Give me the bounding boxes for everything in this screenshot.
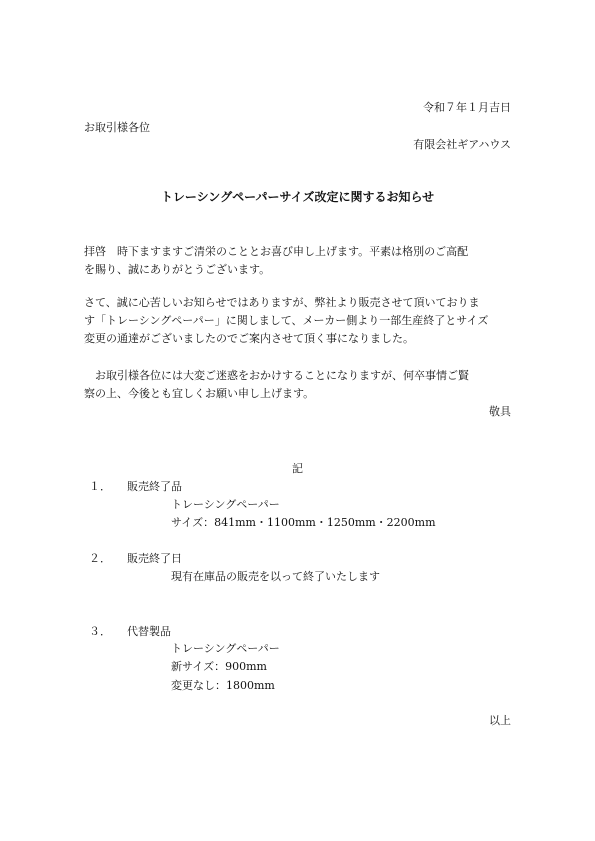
item-3-line-3: 変更なし：1800mm (171, 679, 275, 692)
sender-company: 有限会社ギアハウス (413, 138, 511, 151)
item-1-number: １． (89, 480, 111, 493)
document-title: トレーシングペーパーサイズ改定に関するお知らせ (160, 190, 435, 204)
paragraph-2-line-1: さて、誠に心苦しいお知らせではありますが、弊社より販売させて頂いておりま (84, 296, 480, 309)
paragraph-2-line-2: す「トレーシングペーパー」に関しまして、メーカー側より一部生産終了とサイズ (84, 314, 489, 327)
paragraph-3-line-1: お取引様各位には大変ご迷惑をおかけすることになりますが、何卒事情ご賢 (84, 369, 469, 382)
paragraph-2-line-3: 変更の通達がございましたのでご案内させて頂く事になりました。 (84, 332, 414, 345)
greeting-line-2: を賜り、誠にありがとうございます。 (84, 263, 271, 276)
closing-keigu: 敬具 (489, 405, 511, 418)
item-3-line-2: 新サイズ：900mm (171, 660, 267, 673)
recipient: お取引様各位 (84, 121, 150, 134)
item-1-line-1: トレーシングペーパー (171, 498, 280, 511)
item-3-heading: 代替製品 (127, 625, 171, 638)
item-2-heading: 販売終了日 (127, 552, 182, 565)
item-2-line-1: 現有在庫品の販売を以って終了いたします (171, 570, 380, 583)
paragraph-3-line-2: 察の上、今後とも宜しくお願い申し上げます。 (84, 387, 315, 400)
ki-heading: 記 (292, 462, 303, 475)
end-mark: 以上 (489, 714, 511, 727)
document-date: 令和７年１月吉日 (423, 101, 511, 114)
item-1-heading: 販売終了品 (127, 480, 182, 493)
item-2-number: ２． (89, 552, 111, 565)
item-3-number: ３． (89, 625, 111, 638)
item-1-line-2: サイズ：841mm・1100mm・1250mm・2200mm (171, 516, 436, 529)
item-3-line-1: トレーシングペーパー (171, 642, 280, 655)
greeting-line-1: 拝啓 時下ますますご清栄のこととお喜び申し上げます。平素は格別のご高配 (84, 245, 469, 258)
